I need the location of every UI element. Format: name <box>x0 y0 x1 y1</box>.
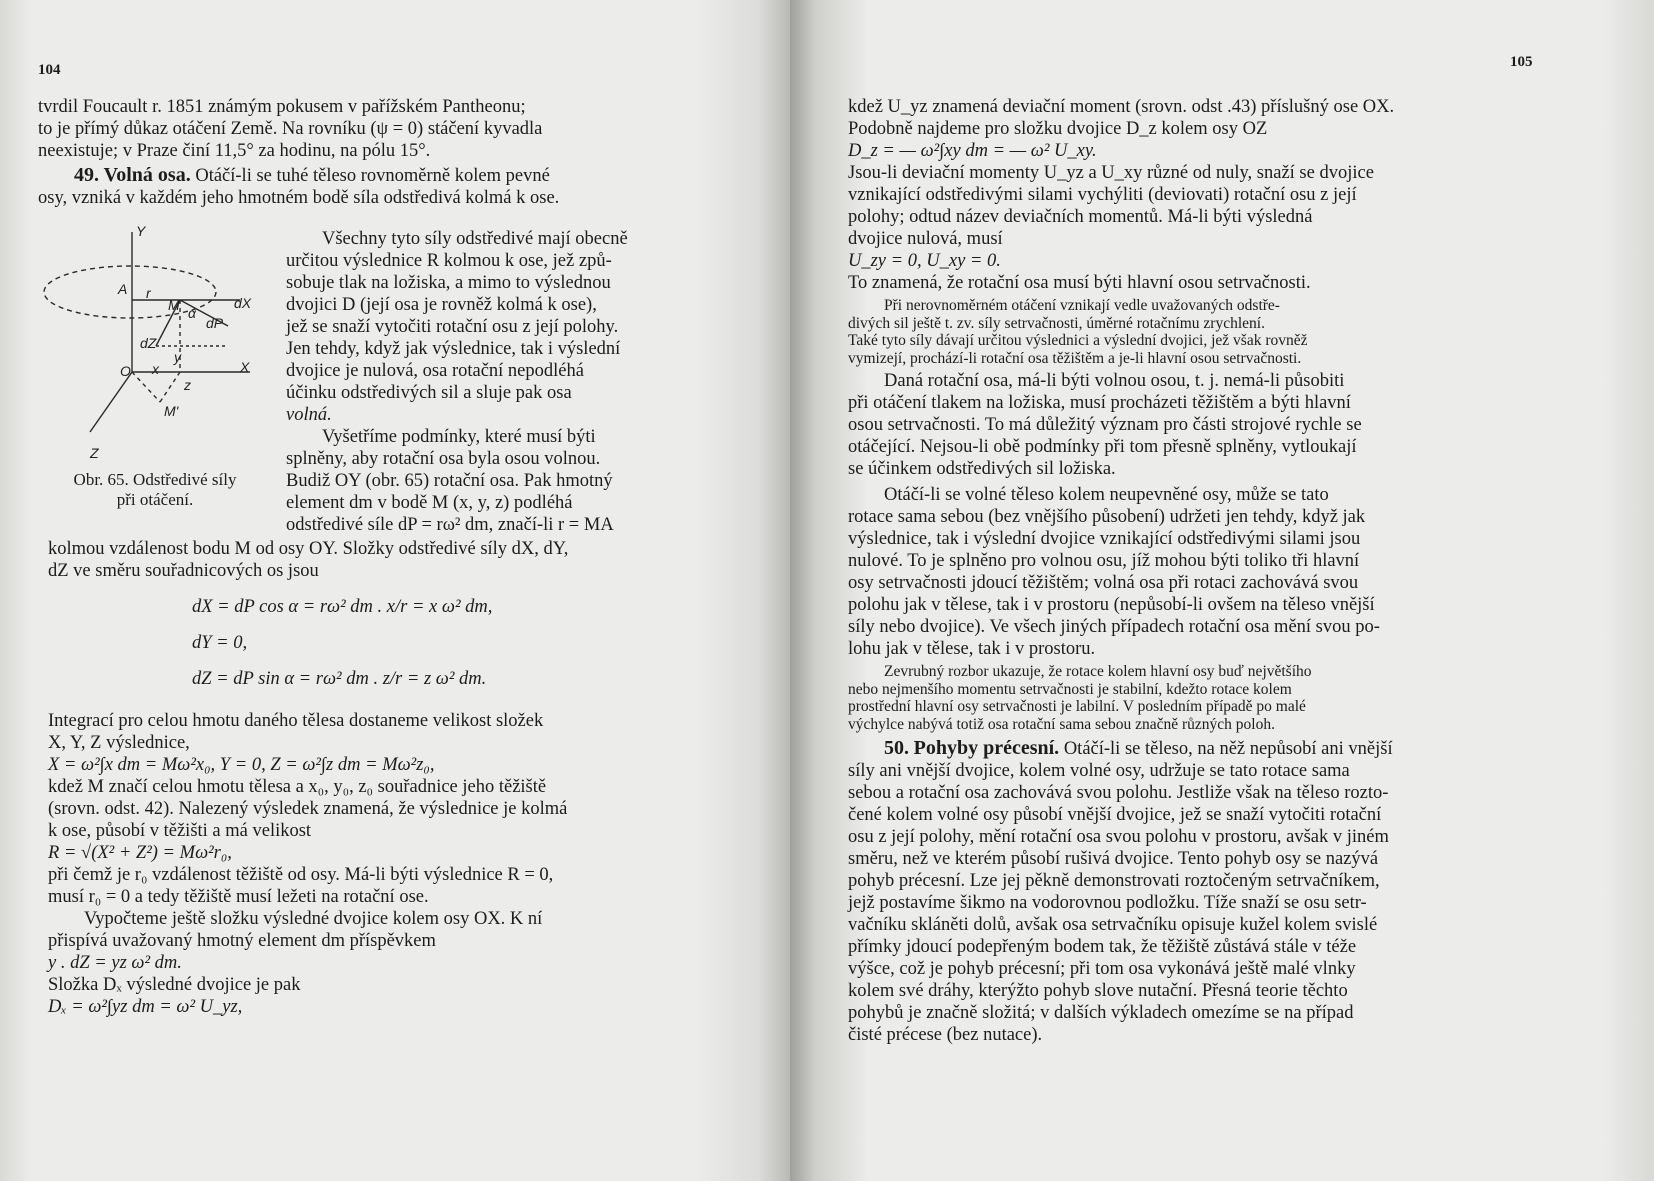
text-line: X, Y, Z výslednice, <box>48 733 190 753</box>
text-line: dZ ve směru souřadnicových os jsou <box>48 561 319 581</box>
text-line: Jen tehdy, když jak výslednice, tak i výslední <box>286 339 621 359</box>
text-line: Otáčí-li se volné těleso kolem neupevněné osy, může se tato <box>884 485 1329 505</box>
caption-line: při otáčení. <box>116 490 194 509</box>
text-line: čisté précese (bez nutace). <box>848 1025 1043 1045</box>
figure-caption <box>44 470 266 510</box>
text-line: při otáčení tlakem na ložiska, musí procházeti těžištěm a býti hlavní <box>848 393 1351 413</box>
text-line: nulové. To je splněno pro volnou osu, jíž mohou býti toliko tři hlavní <box>848 551 1360 571</box>
text-line: kolmou vzdálenost bodu M od osy OY. Složky odstředivé síly dX, dY, <box>48 539 569 559</box>
label-alpha: α <box>188 305 196 321</box>
section-lead: Otáčí-li se těleso, na něž nepůsobí ani vnější <box>1063 739 1393 759</box>
section-title: Pohyby précesní. <box>913 737 1060 759</box>
text-line: polohu jak v tělese, tak i v prostoru (nepůsobí-li ovšem na těleso vnější <box>848 595 1375 615</box>
text-line: vznikající odstředivými silami vychýliti (deviovati) rotační osu z její <box>848 185 1357 205</box>
text-line: jejž postavíme šikmo na vodorovnou podložku. Tíže snaží se osu setr- <box>848 893 1367 913</box>
section-number: 50. <box>884 737 909 759</box>
text-line: dvojice je nulová, osa rotační nepodléhá <box>286 361 584 381</box>
equation: Dₓ = ω²∫yz dm = ω² U_yz, <box>48 997 243 1017</box>
text-line: výslednice, tak i výslední dvojice vznikající odstředivými silami jsou <box>848 529 1361 549</box>
text-line: tvrdil Foucault r. 1851 známým pokusem v pařížském Pantheonu; <box>38 97 526 117</box>
text-line: Vyšetříme podmínky, které musí býti <box>322 427 596 447</box>
text-line: účinku odstředivých sil a sluje pak osa <box>286 383 572 403</box>
text-line: volná. <box>286 405 332 425</box>
equation: y . dZ = yz ω² dm. <box>48 953 182 973</box>
section-heading-50 <box>848 737 1460 760</box>
label-Y: Y <box>136 223 146 239</box>
text-line: musí r₀ = 0 a tedy těžiště musí ležeti na rotační ose. <box>48 887 429 907</box>
axis-z <box>90 372 132 432</box>
text-line: Daná rotační osa, má-li býti volnou osou, t. j. nemá-li působiti <box>884 371 1345 391</box>
small-print-block <box>848 663 1460 733</box>
caption-line: Obr. 65. Odstředivé síly <box>73 470 237 489</box>
figure-65-diagram <box>40 222 270 462</box>
text-line: Podobně najdeme pro složku dvojice D_z kolem osy OZ <box>848 119 1268 139</box>
text-line: splněny, aby rotační osa byla osou volnou. <box>286 449 601 469</box>
text-line: k ose, působí v těžišti a má velikost <box>48 821 312 841</box>
label-A: A <box>118 281 128 297</box>
text-line: To znamená, že rotační osa musí býti hlavní osou setrvačnosti. <box>848 273 1311 293</box>
text-line: sebou a rotační osa zachovává svou polohu. Jestliže však na těleso rozto- <box>848 783 1389 803</box>
text-line: osy, vzniká v každém jeho hmotném bodě síla odstředivá kolmá k ose. <box>38 188 560 208</box>
text-line: dvojici D (její osa je rovněž kolmá k ose), <box>286 295 597 315</box>
text-line: jež se snaží vytočiti rotační osu z její polohy. <box>286 317 619 337</box>
small-line: výchylce nabývá totiž osa rotační sama sebou značně různých poloh. <box>848 715 1275 733</box>
text-line: odstředivé síle dP = rω² dm, značí-li r = MA <box>286 515 614 535</box>
text-line: určitou výslednice R kolmou k ose, jež způ- <box>286 251 612 271</box>
text-line: čené kolem volné osy působí vnější dvojice, jež se snaží vytočiti rotační <box>848 805 1382 825</box>
text-line: vačníku skláněti dolů, avšak osa setrvačníku opisuje kužel kolem svislé <box>848 915 1378 935</box>
small-line: Také tyto síly dávají určitou výslednici a výslední dvojici, jež však rovněž <box>848 332 1308 349</box>
label-r: r <box>146 285 151 301</box>
left-wrapped-text <box>286 228 660 536</box>
text-line: polohy; odtud název deviačních momentů. Má-li býti výsledná <box>848 207 1313 227</box>
text-line: Složka Dₓ výsledné dvojice je pak <box>48 975 301 995</box>
text-line: přispívá uvažovaný hmotný element dm příspěvkem <box>48 931 436 951</box>
text-line: to je přímý důkaz otáčení Země. Na rovníku (ψ = 0) stáčení kyvadla <box>38 119 543 139</box>
equation: dX = dP cos α = rω² dm . x/r = x ω² dm, <box>192 597 493 617</box>
text-line: kolem své dráhy, kterýžto pohyb slove nutační. Přesná teorie těchto <box>848 981 1348 1001</box>
equation: X = ω²∫x dm = Mω²x₀, Y = 0, Z = ω²∫z dm = Mω²z₀, <box>48 755 435 775</box>
equation: dY = 0, <box>192 633 248 653</box>
small-line: nebo nejmenšího momentu setrvačnosti je stabilní, kdežto rotace kolem <box>848 680 1292 698</box>
page-number-left: 104 <box>38 62 61 78</box>
text-line: sobuje tlak na ložiska, a mimo to výslednou <box>286 273 611 293</box>
text-line: Integrací pro celou hmotu daného tělesa dostaneme velikost složek <box>48 711 544 731</box>
text-line: lohu jak v tělese, tak i v prostoru. <box>848 639 1096 659</box>
text-line: rotace sama sebou (bez vnějšího působení) udržeti jen tehdy, když jak <box>848 507 1366 527</box>
equation: dZ = dP sin α = rω² dm . z/r = z ω² dm. <box>192 669 487 689</box>
label-x: x <box>152 361 159 377</box>
right-text <box>848 96 1460 1046</box>
text-line: se účinkem odstředivých sil ložiska. <box>848 459 1116 479</box>
text-line: síly ani vnější dvojice, kolem volné osy, udržuje se tato rotace sama <box>848 761 1350 781</box>
page-number-right: 105 <box>1510 54 1533 70</box>
projection-line-2 <box>160 372 180 402</box>
text-line: Všechny tyto síly odstředivé mají obecně <box>322 229 628 249</box>
equation: R = √(X² + Z²) = Mω²r₀, <box>48 843 232 863</box>
text-line: otáčející. Nejsou-li obě podmínky při tom přesně splněny, vytloukají <box>848 437 1357 457</box>
section-lead: Otáčí-li se tuhé těleso rovnoměrně kolem pevné <box>195 166 550 186</box>
label-Z: Z <box>90 445 99 461</box>
equation-block-1 <box>48 596 670 690</box>
label-X: X <box>240 359 250 375</box>
left-page <box>0 0 790 1181</box>
text-line: pohybů je značně složitá; v dalších výkladech omezíme se na případ <box>848 1003 1354 1023</box>
label-dP: dP <box>206 315 224 331</box>
label-dX: dX <box>234 295 252 311</box>
text-line: Jsou-li deviační momenty U_yz a U_xy různé od nuly, snaží se dvojice <box>848 163 1374 183</box>
text-line: výšce, což je pohyb précesní; při tom osa vykonává ještě malé vlnky <box>848 959 1356 979</box>
equation: D_z = — ω²∫xy dm = — ω² U_xy. <box>848 141 1097 161</box>
left-bottom-text <box>48 538 670 1018</box>
text-line: pohyb précesní. Lze jej pěkně demonstrovati roztočeným setrvačníkem, <box>848 871 1380 891</box>
small-print-block <box>848 297 1460 367</box>
left-top-text <box>38 96 660 209</box>
text-line: (srovn. odst. 42). Nalezený výsledek znamená, že výslednice je kolmá <box>48 799 568 819</box>
right-page <box>790 0 1654 1181</box>
text-line: dvojice nulová, musí <box>848 229 1003 249</box>
label-dZ: dZ <box>140 335 157 351</box>
text-line: Vypočteme ještě složku výsledné dvojice kolem osy OX. K ní <box>84 909 543 929</box>
text-line: element dm v bodě M (x, y, z) podléhá <box>286 493 573 513</box>
small-line: Při nerovnoměrném otáčení vznikají vedle uvažovaných odstře- <box>884 297 1280 314</box>
small-line: Zevrubný rozbor ukazuje, že rotace kolem hlavní osy buď největšího <box>884 663 1312 680</box>
label-M: M <box>168 297 180 313</box>
text-line: Budiž OY (obr. 65) rotační osa. Pak hmotný <box>286 471 613 491</box>
small-line: divých sil ještě t. zv. síly setrvačnosti, úměrné rotačnímu zrychlení. <box>848 314 1265 332</box>
text-line: osy setrvačnosti jdoucí těžištěm; volná osa při rotaci zachovává svou <box>848 573 1359 593</box>
label-y: y <box>174 349 181 365</box>
section-number: 49. <box>74 164 99 186</box>
text-line: síly nebo dvojice). Ve všech jiných případech rotační osa mění svou po- <box>848 617 1380 637</box>
text-line: osu z její polohy, mění rotační osa svou polohu v prostoru, avšak v jiném <box>848 827 1389 847</box>
small-line: prostřední hlavní osy setrvačnosti je labilní. V posledním případě po malé <box>848 698 1306 715</box>
label-M-prime: M' <box>164 403 179 419</box>
text-line: směru, než ve kterém působí rušivá dvojice. Tento pohyb osy se nazývá <box>848 849 1379 869</box>
text-line: při čemž je r₀ vzdálenost těžiště od osy. Má-li býti výslednice R = 0, <box>48 865 554 885</box>
label-O: O <box>120 363 131 379</box>
text-line: kdež M značí celou hmotu tělesa a x₀, y₀, z₀ souřadnice jeho těžiště <box>48 777 547 797</box>
section-title: Volná osa. <box>103 164 191 186</box>
text-line: neexistuje; v Praze činí 11,5° za hodinu, na pólu 15°. <box>38 141 431 161</box>
small-line: vymizejí, prochází-li rotační osa těžištěm a je-li hlavní osou setrvačnosti. <box>848 349 1302 367</box>
equation: U_zy = 0, U_xy = 0. <box>848 251 1001 271</box>
text-line: přímky jdoucí podepřeným bodem tak, že těžiště zůstává stále v téže <box>848 937 1357 957</box>
text-line: kdež U_yz znamená deviační moment (srovn. odst .43) příslušný ose OX. <box>848 97 1395 117</box>
text-line: osou setrvačnosti. To má důležitý význam pro části strojové rychle se <box>848 415 1362 435</box>
section-heading-49 <box>38 164 660 187</box>
label-z: z <box>184 377 191 393</box>
